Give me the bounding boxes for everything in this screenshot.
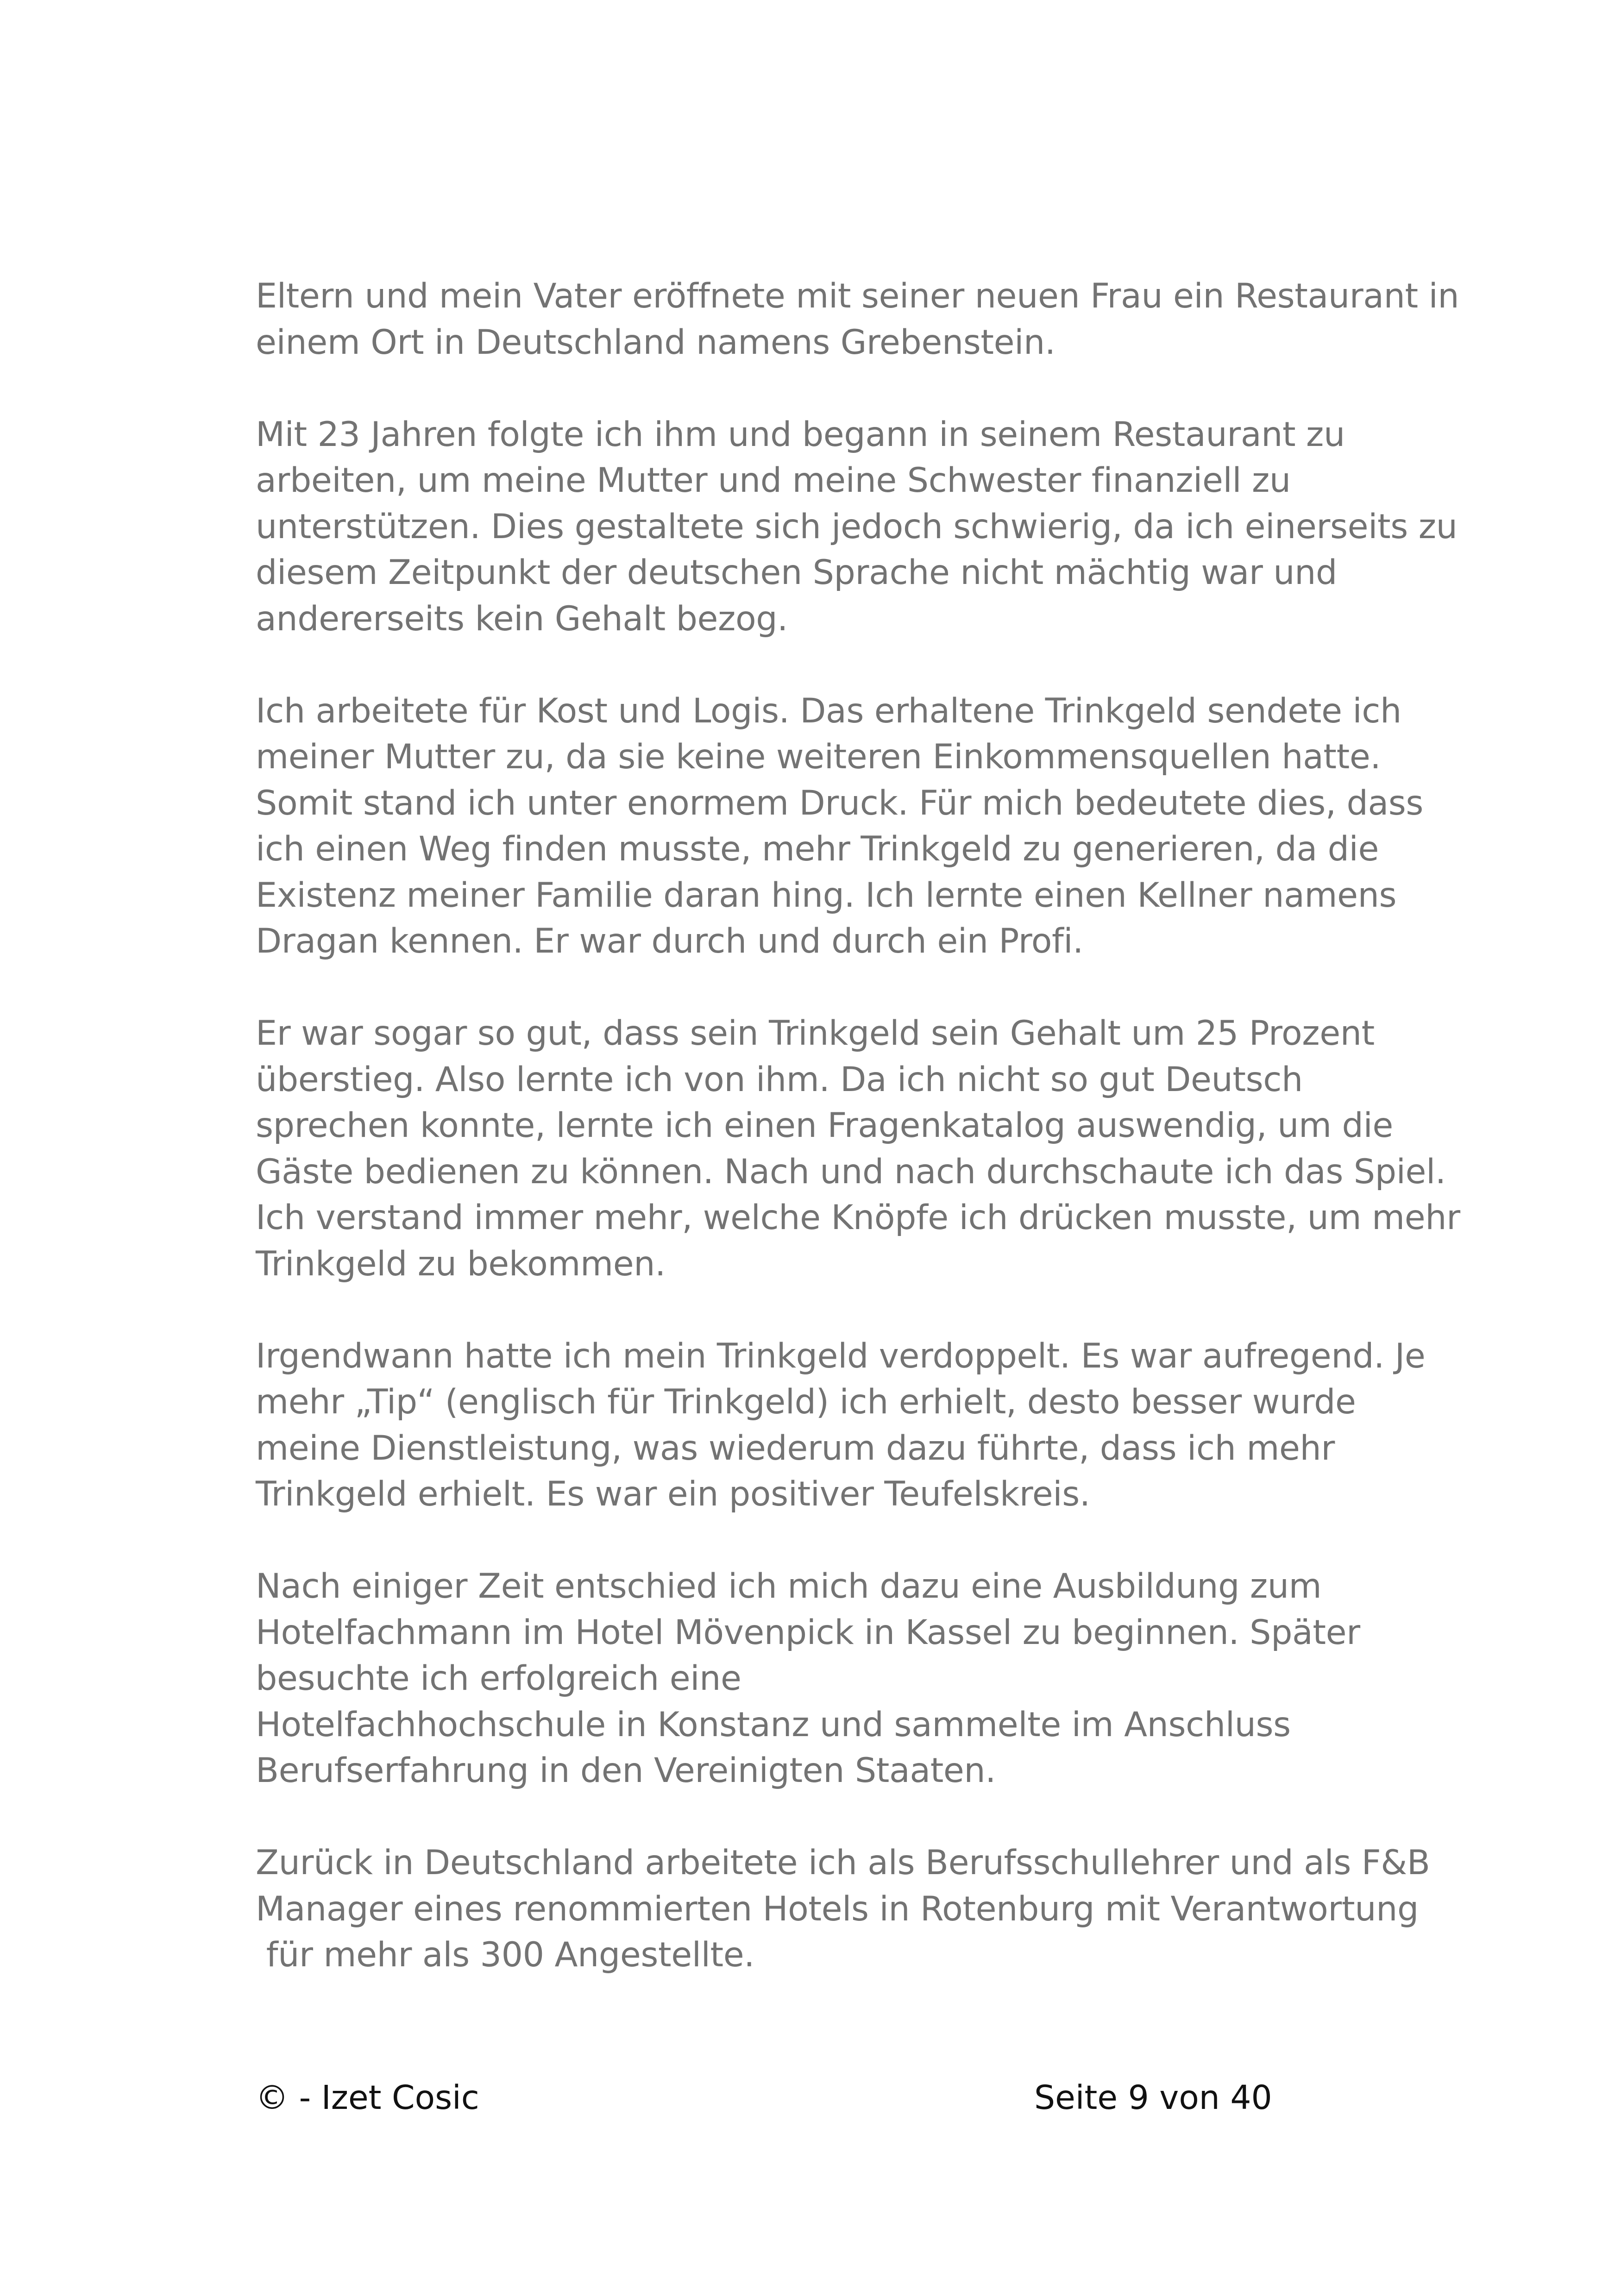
text-line: Berufserfahrung in den Vereinigten Staaten. — [256, 1751, 996, 1790]
paragraph — [256, 1010, 1460, 1287]
text-line: Nach einiger Zeit entschied ich mich dazu eine Ausbildung zum — [256, 1567, 1322, 1606]
text-line: Hotelfachmann im Hotel Mövenpick in Kassel zu beginnen. Später — [256, 1612, 1360, 1652]
text-line: Somit stand ich unter enormem Druck. Für mich bedeutete dies, dass — [256, 783, 1424, 823]
text-line: unterstützen. Dies gestaltete sich jedoch schwierig, da ich einerseits zu — [256, 507, 1458, 546]
text-line: diesem Zeitpunkt der deutschen Sprache nicht mächtig war und — [256, 553, 1337, 592]
text-line: einem Ort in Deutschland namens Grebenstein. — [256, 322, 1056, 362]
text-line: Ich verstand immer mehr, welche Knöpfe ich drücken musste, um mehr — [256, 1198, 1460, 1237]
text-line: sprechen konnte, lernte ich einen Fragenkatalog auswendig, um die — [256, 1106, 1393, 1145]
text-line: für mehr als 300 Angestellte. — [256, 1935, 755, 1975]
text-line: Ich arbeitete für Kost und Logis. Das erhaltene Trinkgeld sendete ich — [256, 691, 1401, 731]
text-line: andererseits kein Gehalt bezog. — [256, 599, 788, 639]
text-line: Trinkgeld erhielt. Es war ein positiver Teufelskreis. — [256, 1474, 1090, 1514]
text-line: besuchte ich erfolgreich eine — [256, 1659, 741, 1698]
text-line: Manager eines renommierten Hotels in Rotenburg mit Verantwortung — [256, 1889, 1419, 1929]
text-line: Trinkgeld zu bekommen. — [256, 1244, 666, 1284]
text-line: ich einen Weg finden musste, mehr Trinkgeld zu generieren, da die — [256, 829, 1379, 869]
footer-copyright: © - Izet Cosic — [256, 2078, 479, 2117]
text-line: Gäste bedienen zu können. Nach und nach durchschaute ich das Spiel. — [256, 1152, 1446, 1192]
text-line: meiner Mutter zu, da sie keine weiteren Einkommensquellen hatte. — [256, 737, 1381, 777]
paragraph — [256, 1333, 1441, 1518]
text-line: überstieg. Also lernte ich von ihm. Da ich nicht so gut Deutsch — [256, 1060, 1303, 1099]
paragraph — [256, 273, 1459, 365]
text-line: mehr „Tip“ (englisch für Trinkgeld) ich erhielt, desto besser wurde — [256, 1382, 1356, 1422]
paragraph — [256, 688, 1441, 965]
paragraph — [256, 1840, 1441, 1978]
body-text — [256, 273, 1460, 2024]
text-line: Existenz meiner Familie daran hing. Ich lernte einen Kellner namens — [256, 875, 1397, 915]
text-line: arbeiten, um meine Mutter und meine Schwester finanziell zu — [256, 461, 1291, 500]
paragraph — [256, 1563, 1441, 1794]
paragraph — [256, 412, 1458, 642]
text-line: Er war sogar so gut, dass sein Trinkgeld sein Gehalt um 25 Prozent — [256, 1014, 1375, 1053]
text-line: Eltern und mein Vater eröffnete mit seiner neuen Frau ein Restaurant in — [256, 276, 1459, 316]
text-line: Irgendwann hatte ich mein Trinkgeld verdoppelt. Es war aufregend. Je — [256, 1336, 1426, 1376]
text-line: Zurück in Deutschland arbeitete ich als Berufsschullehrer und als F&B — [256, 1843, 1430, 1882]
text-line: Hotelfachhochschule in Konstanz und sammelte im Anschluss — [256, 1705, 1291, 1744]
text-line: Dragan kennen. Er war durch und durch ein Profi. — [256, 922, 1083, 961]
text-line: meine Dienstleistung, was wiederum dazu führte, dass ich mehr — [256, 1428, 1335, 1468]
text-line: Mit 23 Jahren folgte ich ihm und begann in seinem Restaurant zu — [256, 414, 1345, 454]
footer-page-number: Seite 9 von 40 — [1034, 2078, 1272, 2117]
